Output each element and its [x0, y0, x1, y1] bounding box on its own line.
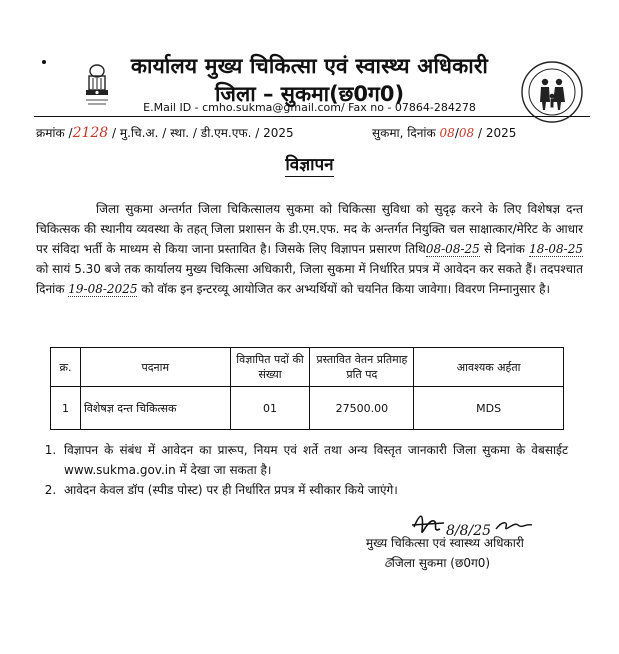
header-divider: [34, 116, 590, 117]
signatory-district-line: [384, 554, 490, 571]
issue-date: सुकमा, दिनांक 08/08 / 2025: [372, 126, 517, 140]
col-qualification: आवश्यक अर्हता: [414, 348, 564, 387]
col-post-name: पदनाम: [80, 348, 230, 387]
date-to-field: 18-08-25: [529, 242, 583, 256]
table-row: [51, 387, 564, 430]
cell-salary: 27500.00: [310, 387, 414, 430]
cell-qualification: MDS: [414, 387, 564, 430]
body-part3: को सायं 5.30 बजे तक कार्यालय मुख्य चिकित्सा अधिकारी, जिला सुकमा में निर्धारित प्रपत्र में आवेदन कर सकते हैं। तदपश्चात दिनांक: [36, 262, 583, 296]
date-day: 08: [439, 126, 455, 140]
reference-handwritten-number: 2128: [72, 125, 109, 141]
body-part4: को वॉक इन इन्टरव्यू आयोजित कर अभ्यर्थियों को चयनित किया जावेगा। विवरण निम्नानुसार है।: [137, 282, 551, 296]
table-header-row: [51, 348, 564, 387]
cell-post-count: 01: [230, 387, 310, 430]
date-from-field: 08-08-25: [425, 242, 480, 256]
col-salary: प्रस्तावित वेतन प्रतिमाह प्रति पद: [310, 348, 414, 387]
reference-label: क्रमांक: [36, 126, 65, 140]
col-serial: क्र.: [51, 348, 81, 387]
body-part2: से दिनांक: [479, 242, 530, 256]
signatory-district: जिला सुकमा (छ0ग0): [391, 556, 491, 570]
list-item: 2. आवेदन केवल डॉप (स्पीड पोस्ट) पर ही निर्धारित प्रपत्र में स्वीकार किये जाएंगे।: [60, 480, 568, 500]
district-title: जिला – सुकमा(छ0ग0): [214, 82, 405, 106]
signature-date: 8/8/25: [446, 523, 492, 539]
body-part1: जिला सुकमा अन्तर्गत जिला चिकित्सालय सुकमा को चिकित्सा सुविधा को सुदृढ़ करने के लिए विशेषज्ञ दन्त चिकित्सक की स्थानीय व्यवस्था के तहत् जिला प्रशासन के डी.एम.एफ. मद के अन्तर्गत नियुक्ति चल साक्षात्कार/मेरिट के आधार पर संविदा भर्ती के माध्यम से किया जाना प्रस्तावित है। जिसके लिए विज्ञापन प्रसारण तिथि: [36, 202, 583, 256]
page-title: [0, 152, 619, 175]
interview-date-field: 19-08-2025: [68, 282, 138, 296]
date-prefix: सुकमा, दिनांक: [372, 126, 436, 140]
reference-number: क्रमांक /2128 / मु.चि.अ. / स्था. / डी.एम.एफ. / 2025: [36, 125, 294, 141]
body-paragraph: [36, 199, 583, 299]
initial-mark-icon: ᘔ: [384, 556, 392, 570]
date-month: 08: [458, 126, 475, 140]
reference-suffix: / मु.चि.अ. / स्था. / डी.एम.एफ. / 2025: [112, 126, 294, 140]
date-year: / 2025: [477, 126, 517, 140]
cell-post-name: विशेषज्ञ दन्त चिकित्सक: [80, 387, 230, 430]
contact-line: E.Mail ID - cmho.sukma@gmail.com/ Fax no - 07864-284278: [143, 101, 476, 114]
vacancy-table: [50, 347, 564, 430]
list-item: 1. विज्ञापन के संबंध में आवेदन का प्रारूप, नियम एवं शर्ते तथा अन्य विस्तृत जानकारी जिला सुकमा के वेबसाईट www.sukma.gov.in में देखा जा सकता है।: [60, 440, 568, 480]
col-post-count: विज्ञापित पदों की संख्या: [230, 348, 310, 387]
office-title: कार्यालय मुख्य चिकित्सा एवं स्वास्थ्य अधिकारी: [130, 54, 489, 78]
heading-text: विज्ञापन: [285, 155, 334, 175]
cell-serial: 1: [51, 387, 81, 430]
notes-list: [38, 440, 568, 500]
signatory-designation: मुख्य चिकित्सा एवं स्वास्थ्य अधिकारी: [366, 536, 524, 550]
